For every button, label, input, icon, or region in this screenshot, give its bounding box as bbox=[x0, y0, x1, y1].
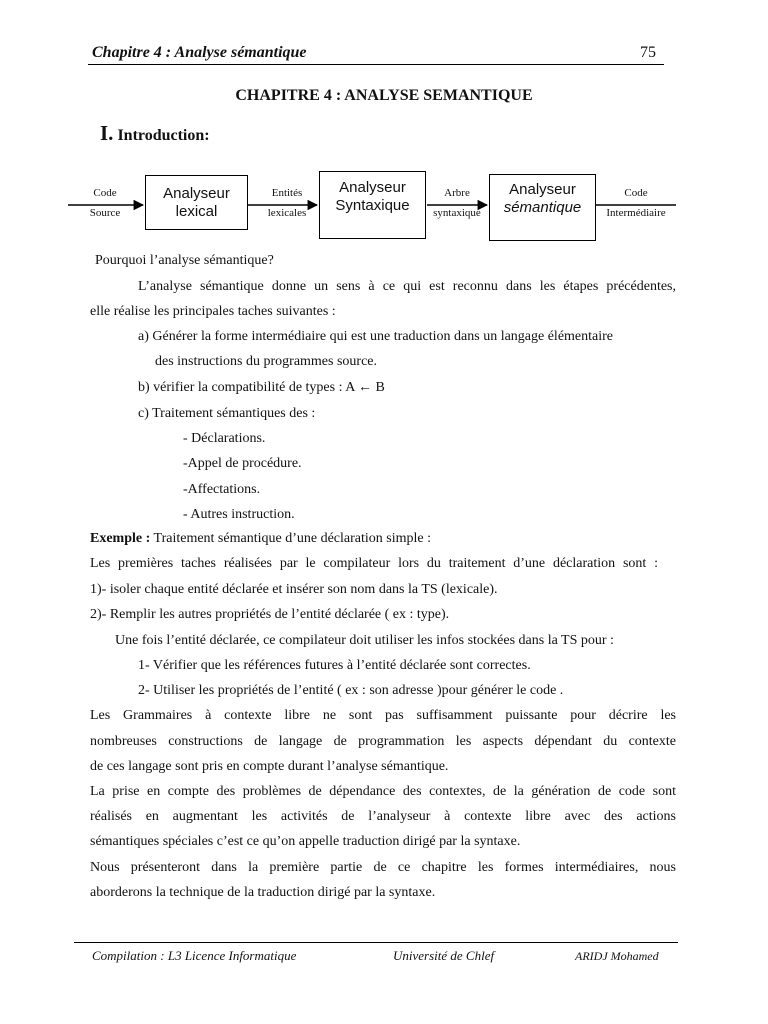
running-header-title: Chapitre 4 : Analyse sémantique bbox=[92, 44, 307, 61]
use-item-2: 2- Utiliser les propriétés de l’entité ( ex : son adresse )pour générer le code . bbox=[138, 683, 564, 698]
use-item-1: 1- Vérifier que les références futures à l’entité déclarée sont correctes. bbox=[138, 658, 531, 673]
example-label: Exemple : bbox=[90, 531, 151, 546]
page-number: 75 bbox=[640, 44, 656, 61]
paragraph-line: Les Grammaires à contexte libre ne sont pas suffisamment puissante pour décrire les bbox=[90, 708, 676, 723]
question: Pourquoi l’analyse sémantique? bbox=[95, 253, 274, 268]
footer-university: Université de Chlef bbox=[393, 948, 495, 963]
label-entites-lexicales: Entités lexicales bbox=[267, 187, 307, 219]
list-item-a: a) Générer la forme intermédiaire qui est une traduction dans un langage élémentaire bbox=[138, 329, 614, 344]
footer-author: ARIDJ Mohamed bbox=[575, 949, 659, 963]
paragraph-line: de ces langage sont pris en compte durant l’analyse sémantique. bbox=[90, 759, 449, 774]
list-item-a-continued: des instructions du programmes source. bbox=[155, 354, 378, 369]
example-text: Traitement sémantique d’une déclaration simple : bbox=[150, 531, 431, 546]
example-line bbox=[90, 530, 431, 548]
paragraph-line: aborderons la technique de la traduction dirigé par la syntaxe. bbox=[90, 885, 436, 900]
paragraph-line: La prise en compte des problèmes de dépendance des contextes, de la génération de code sont bbox=[90, 784, 676, 799]
paragraph-line: réalisés en augmentant les activités de l’analyseur à contexte libre avec des actions bbox=[90, 809, 676, 824]
label-code-intermediaire: Code Intermédiaire bbox=[606, 187, 666, 219]
step-2: 2)- Remplir les autres propriétés de l’entité déclarée ( ex : type). bbox=[90, 607, 450, 622]
section-number: I. bbox=[100, 121, 114, 145]
label-code-source: Code Source bbox=[89, 187, 121, 219]
box-analyseur-lexical: Analyseur lexical bbox=[145, 175, 248, 230]
step-1: 1)- isoler chaque entité déclarée et insérer son nom dans la TS (lexicale). bbox=[90, 582, 498, 597]
paragraph-line: sémantiques spéciales c’est ce qu’on appelle traduction dirigé par la syntaxe. bbox=[90, 834, 521, 849]
box-analyseur-semantique: Analyseur sémantique bbox=[489, 174, 596, 241]
label-arbre-syntaxique: Arbre syntaxique bbox=[433, 187, 481, 219]
footer-course: Compilation : L3 Licence Informatique bbox=[92, 948, 297, 963]
paragraph-line: Nous présenteront dans la première partie de ce chapitre les formes intermédiaires, nous bbox=[90, 860, 676, 875]
footer-rule bbox=[74, 942, 678, 943]
section-title: Introduction: bbox=[117, 127, 210, 144]
sub-item: - Déclarations. bbox=[183, 431, 266, 446]
paragraph-line: elle réalise les principales taches suivantes : bbox=[90, 304, 336, 319]
box-analyseur-syntaxique: Analyseur Syntaxique bbox=[319, 171, 426, 239]
paragraph-line: nombreuses constructions de langage de programmation les aspects dépendant du contexte bbox=[90, 734, 676, 749]
sub-item: -Affectations. bbox=[183, 482, 261, 497]
paragraph-line: L’analyse sémantique donne un sens à ce qui est reconnu dans les étapes précédentes, bbox=[138, 279, 676, 294]
list-item-b: b) vérifier la compatibilité de types : A ← B bbox=[138, 380, 385, 395]
chapter-title: CHAPITRE 4 : ANALYSE SEMANTIQUE bbox=[235, 87, 533, 104]
sub-item: - Autres instruction. bbox=[183, 507, 295, 522]
list-item-c: c) Traitement sémantiques des : bbox=[138, 406, 316, 421]
compiler-pipeline-diagram bbox=[0, 0, 768, 250]
paragraph-line: Une fois l’entité déclarée, ce compilateur doit utiliser les infos stockées dans la TS pour : bbox=[115, 633, 614, 648]
paragraph-line: Les premières taches réalisées par le compilateur lors du traitement d’une déclaration sont : bbox=[90, 556, 658, 571]
sub-item: -Appel de procédure. bbox=[183, 456, 302, 471]
